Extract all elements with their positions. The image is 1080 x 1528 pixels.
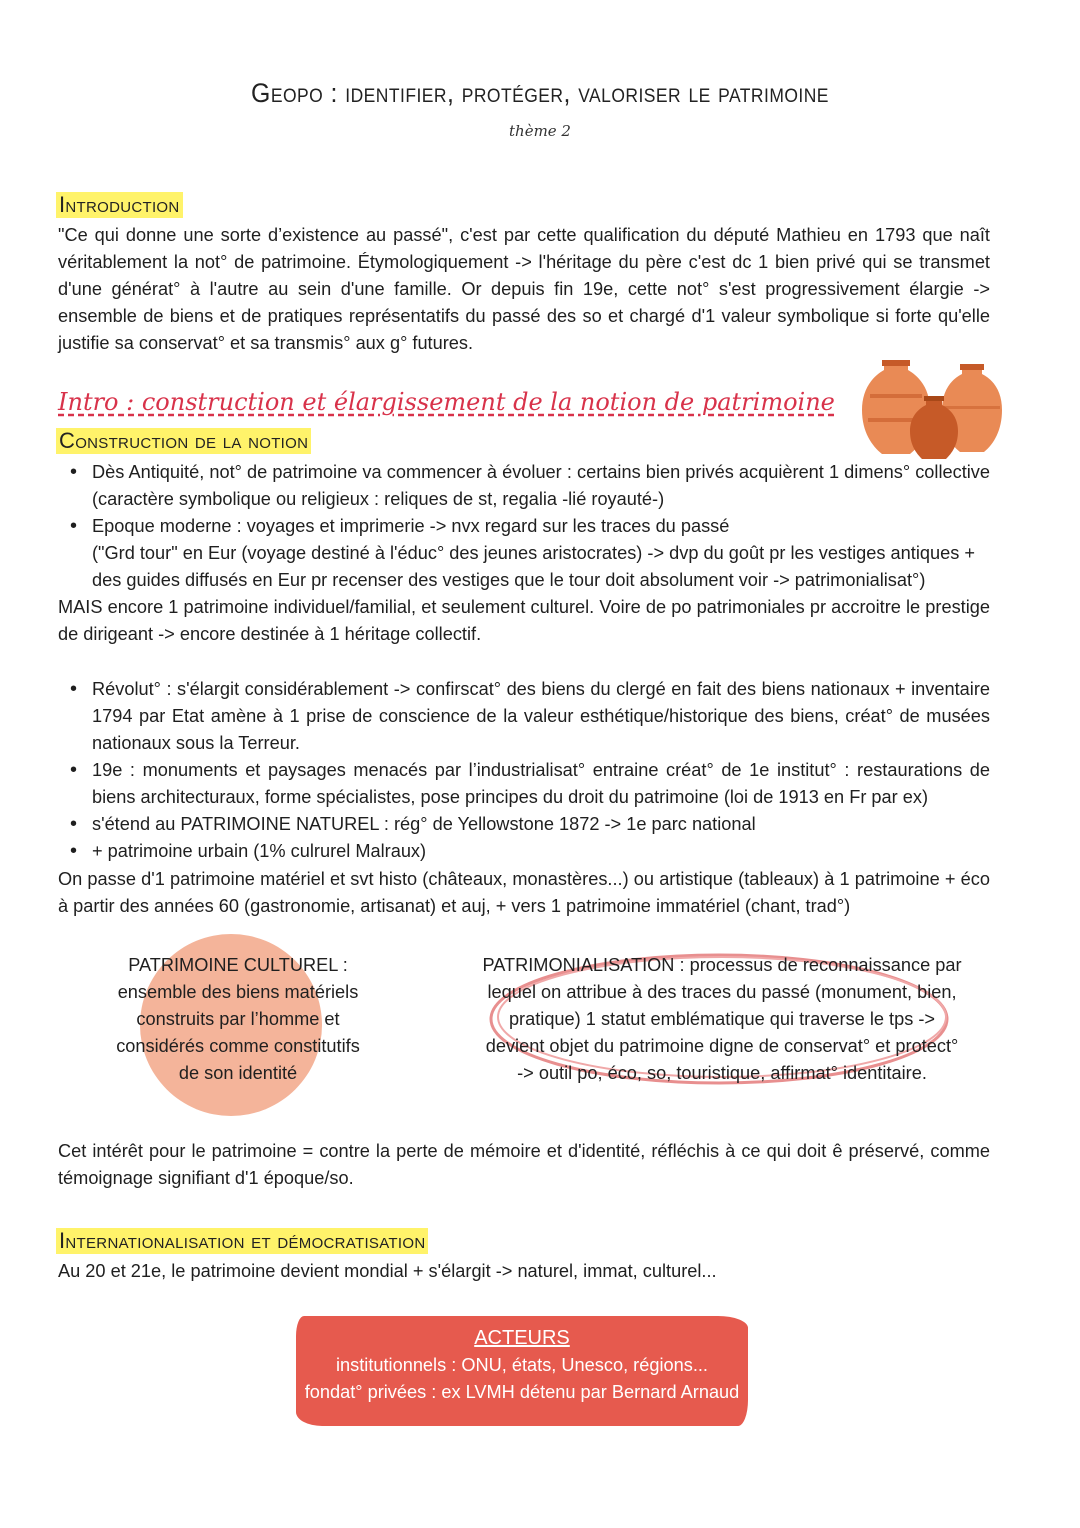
introduction-heading: Introduction <box>56 192 183 218</box>
page-title: Geopo : identifier, protéger, valoriser le patrimoine <box>251 78 829 108</box>
section-script-title: Intro : construction et élargissement de la notion de patrimoine <box>58 388 835 416</box>
list-item: • 19e : monuments et paysages menacés par l’industrialisat° entraine créat° de 1e institut° : restaurations de biens architecturaux, forme spécialistes, pose principes du droit du patrimoine (loi de 1913 en Fr par ex) <box>58 757 990 811</box>
passe-text: On passe d'1 patrimoine matériel et svt histo (châteaux, monastères...) ou artistique (tableaux) à 1 patrimoine + éco à partir des années 60 (gastronomie, artisanat) et auj, + vers 1 patrimoine immatériel (chant, trad°) <box>58 869 990 916</box>
mais-text: MAIS encore 1 patrimoine individuel/familial, et seulement culturel. Voire de po patrimoniales pr accroitre le prestige de dirigeant -> encore destinée à 1 héritage collectif. <box>58 597 990 644</box>
list-item: • Dès Antiquité, not° de patrimoine va commencer à évoluer : certains bien privés acquièrent 1 dimens° collective (caractère symbolique ou religieux : reliques de st, regalia -lié royauté-) <box>58 459 990 513</box>
acteurs-line2: fondat° privées : ex LVMH détenu par Bernard Arnaud <box>304 1382 740 1402</box>
definition-patrimoine-culturel: PATRIMOINE CULTUREL : ensemble des biens matériels construits par l’homme et considérés comme constitutifs de son identité <box>116 955 360 1083</box>
list-item: • s'étend au PATRIMOINE NATUREL : rég° de Yellowstone 1872 -> 1e parc national <box>58 811 990 838</box>
definition-patrimonialisation: PATRIMONIALISATION : processus de reconnaissance par lequel on attribue à des traces du passé (monument, bien, pratique) 1 statut emblématique qui traverse le tps -> devient objet du patrimoine digne de conservat° et protect° -> outil po, éco, so, touristique, affirmat° identitaire. <box>482 955 962 1083</box>
grand-tour-text: ("Grd tour" en Eur (voyage destiné à l'éduc° des jeunes aristocrates) -> dvp du goût pr les vestiges antiques + des guides diffusés en Eur pr recenser des vestiges que le tour doit absolument voir -> patrimonialisat°) <box>92 543 975 590</box>
list-item: • Révolut° : s'élargit considérablement -> confirscat° des biens du clergé en fait des biens nationaux + inventaire 1794 par Etat amène à 1 prise de conscience de la valeur esthétique/historique des biens, créat° de musées nationaux sous la Terreur. <box>58 676 990 757</box>
bullet-list-a <box>58 459 990 540</box>
pottery-vases-icon <box>862 356 1004 460</box>
bullet-list-b <box>58 676 990 865</box>
list-item: • + patrimoine urbain (1% culrurel Malraux) <box>58 838 990 865</box>
internationalisation-heading: Internationalisation et démocratisation <box>56 1228 428 1254</box>
acteurs-title: ACTEURS <box>474 1327 570 1349</box>
interet-text: Cet intérêt pour le patrimoine = contre la perte de mémoire et d'identité, réfléchis à ce qui doit ê préservé, comme témoignage signifiant d'1 époque/so. <box>58 1141 990 1188</box>
page-subtitle: thème 2 <box>509 122 571 140</box>
construction-heading: Construction de la notion <box>56 428 311 454</box>
internationalisation-text: Au 20 et 21e, le patrimoine devient mondial + s'élargit -> naturel, immat, culturel... <box>58 1261 717 1281</box>
introduction-text: "Ce qui donne une sorte d’existence au passé", c'est par cette qualification du député Mathieu en 1793 que naît véritablement la not° de patrimoine. Étymologiquement -> l'héritage du père c'est dc 1 bien privé qui se transmet d'une générat° à l'autre au sein d'une famille. Or depuis fin 19e, cette not° s'est progressivement élargie -> ensemble de biens et de pratiques représentatifs du passé des so et chargé d'1 valeur symbolique si forte qu'elle justifie sa conservat° et sa transmis° aux g° futures. <box>58 225 990 353</box>
acteurs-line1: institutionnels : ONU, états, Unesco, régions... <box>335 1355 708 1375</box>
list-item: • Epoque moderne : voyages et imprimerie -> nvx regard sur les traces du passé <box>58 513 990 540</box>
acteurs-content <box>296 1324 748 1406</box>
